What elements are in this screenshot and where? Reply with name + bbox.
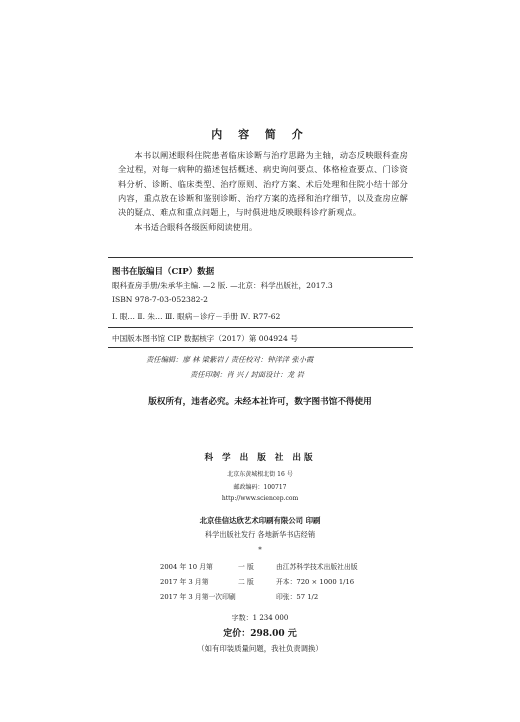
quality-notice: （如有印装质量问题，我社负责调换）: [197, 644, 323, 653]
publisher-address: 北京东黄城根北街 16 号: [227, 471, 293, 478]
cip-top-rule: [108, 257, 413, 258]
publisher-url: http://www.sciencep.com: [221, 495, 299, 502]
edition-info: 开本：720 × 1000 1/16: [276, 578, 355, 586]
staff-printing: 责任印制：肖 兴 / 封面设计：龙 岩: [190, 370, 304, 379]
edition-date: 2017 年 3 月第一次印刷: [160, 593, 236, 601]
intro-title: 内 容 简 介: [211, 128, 309, 141]
intro-audience: 本书适合眼科各级医师阅读使用。: [134, 222, 258, 232]
cip-mid-rule: [108, 327, 413, 328]
rights-notice: 版权所有，违者必究。未经本社许可，数字图书馆不得使用: [148, 397, 372, 407]
separator-star: *: [258, 546, 262, 554]
edition-seq: 二 版: [238, 578, 254, 586]
publisher-name: 科 学 出 版 社 出版: [204, 453, 316, 463]
edition-info: 印张：57 1/2: [276, 593, 319, 601]
intro-body: 本书以阐述眼科住院患者临床诊断与治疗思路为主轴，动态反映眼科查房全过程，对每一病种的描述包括概述、病史询问要点、体格检查要点、门诊资料分析、诊断、临床类型、治疗原则、治疗方案、术后处理和住院小结十部分内容，重点放在诊断和鉴别诊断、治疗方案的选择和治疗细节，以及查房应解决的疑点、难点和重点问题上，与时俱进地反映眼科诊疗新观点。: [118, 150, 408, 218]
edition-date: 2017 年 3 月第: [160, 578, 209, 586]
staff-editors: 责任编辑：廖 林 梁紫岩 / 责任校对：钟洋洋 张小霞: [146, 355, 314, 364]
cip-catalog-line: 眼科查房手册/朱承华主编. —2 版. —北京：科学出版社，2017.3: [112, 281, 333, 290]
publisher-postcode: 邮政编码：100717: [233, 484, 287, 491]
edition-row: [160, 561, 358, 571]
word-count: 字数：1 234 000: [231, 614, 289, 622]
cip-record: 中国版本图书馆 CIP 数据核字（2017）第 004924 号: [112, 334, 298, 343]
distribution-line: 科学出版社发行 各地新华书店经销: [204, 530, 316, 539]
edition-row: [160, 576, 354, 586]
edition-seq: 一 版: [238, 563, 254, 571]
edition-row: [160, 591, 318, 601]
cip-classification: Ⅰ. 眼… Ⅱ. 朱… Ⅲ. 眼病－诊疗－手册 Ⅳ. R77-62: [112, 312, 281, 321]
cip-bottom-rule: [108, 347, 413, 348]
cip-isbn: ISBN 978-7-03-052382-2: [112, 295, 208, 304]
cip-title: 图书在版编目（CIP）数据: [112, 267, 215, 277]
edition-date: 2004 年 10 月第: [160, 563, 213, 571]
price: 定价：298.00 元: [223, 629, 297, 639]
edition-info: 由江苏科学技术出版社出版: [276, 563, 358, 571]
printer-line: 北京佳信达欣艺术印刷有限公司 印刷: [199, 516, 321, 525]
